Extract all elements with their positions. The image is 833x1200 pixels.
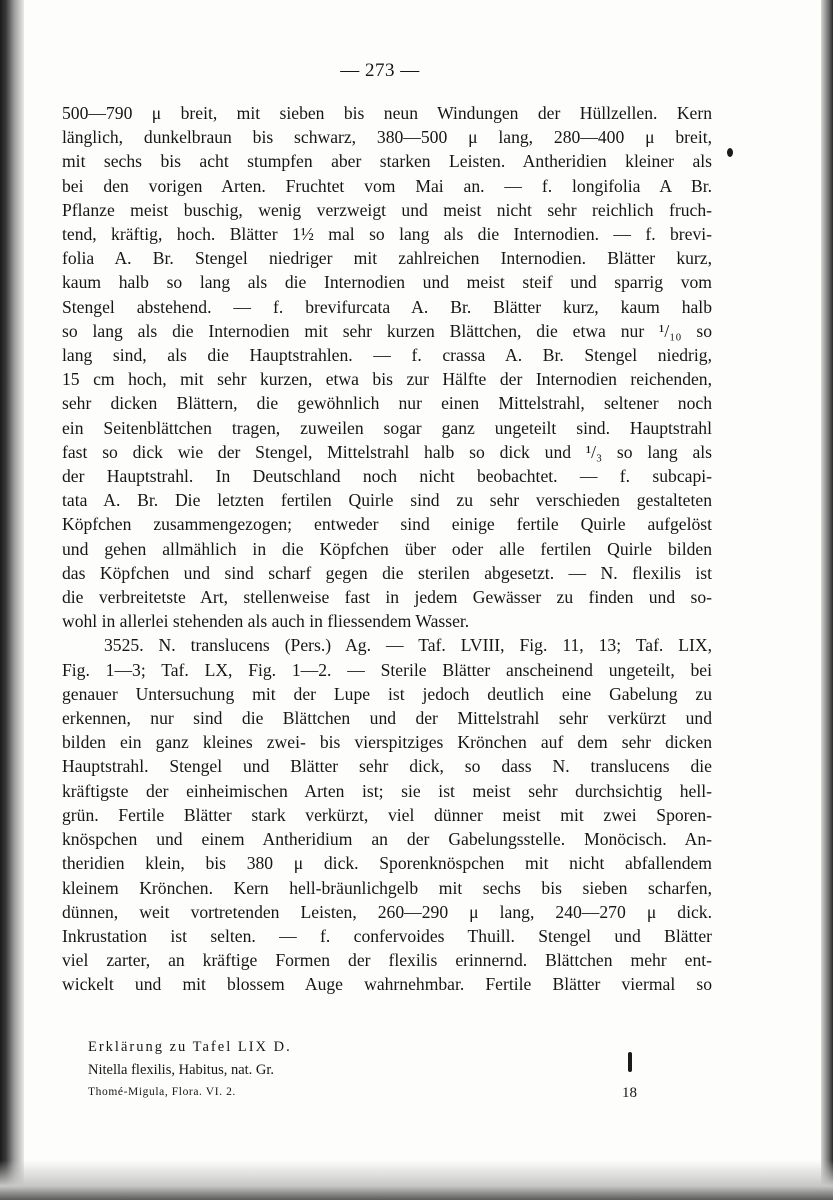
text-line: kaum halb so lang als die Internodien und meist steif und sparrig vom	[62, 272, 712, 293]
text-line: und gehen allmählich in die Köpfchen über oder alle fertilen Quirle bilden	[62, 538, 712, 559]
text-line: 15 cm hoch, mit sehr kurzen, etwa bis zur Hälfte der Internodien reichenden,	[62, 369, 712, 390]
text-line: erkennen, nur sind die Blättchen und der Mittelstrahl sehr verkürzt und	[62, 708, 712, 729]
text-line: Köpfchen zusammengezogen; entweder sind einige fertile Quirle aufgelöst	[62, 514, 712, 535]
text-line: wohl in allerlei stehenden als auch in fliessendem Wasser.	[62, 611, 470, 632]
text-line: Inkrustation ist selten. — f. confervoides Thuill. Stengel und Blätter	[62, 925, 712, 946]
text-line: tend, kräftig, hoch. Blätter 1½ mal so lang als die Internodien. — f. brevi-	[62, 224, 712, 245]
text-line: der Hauptstrahl. In Deutschland noch nicht beobachtet. — f. subcapi-	[62, 466, 712, 487]
text-line: 500—790 μ breit, mit sieben bis neun Windungen der Hüllzellen. Kern	[62, 103, 712, 123]
text-line: so lang als die Internodien mit sehr kurzen Blättchen, die etwa nur ¹/₁₀ so	[62, 320, 712, 341]
text-line: Pflanze meist buschig, wenig verzweigt und meist nicht sehr reichlich fruch-	[62, 199, 712, 220]
bottom-page-shadow	[0, 1160, 833, 1200]
right-page-edge	[821, 0, 833, 1200]
text-line: mit sechs bis acht stumpfen aber starken Leisten. Antheridien kleiner als	[62, 151, 712, 172]
text-line: fast so dick wie der Stengel, Mittelstrahl halb so dick und ¹/₃ so lang als	[62, 441, 712, 462]
page-number: — 273 —	[340, 60, 420, 81]
text-line: die verbreitetste Art, stellenweise fast in jedem Gewässer zu finden und so-	[62, 587, 712, 608]
printer-signature: Thomé-Migula, Flora. VI. 2.	[88, 1086, 236, 1098]
text-line: theridien klein, bis 380 μ dick. Sporenknöspchen mit nicht abfallendem	[62, 853, 712, 874]
text-line: knöspchen und einem Antheridium an der Gabelungsstelle. Monöcisch. An-	[62, 829, 712, 850]
text-line: wickelt und mit blossem Auge wahrnehmbar. Fertile Blätter viermal so	[62, 974, 712, 995]
caption-title: Erklärung zu Tafel LIX D.	[88, 1039, 292, 1055]
text-line: folia A. Br. Stengel niedriger mit zahlreichen Internodien. Blätter kurz,	[62, 248, 712, 269]
text-line: Hauptstrahl. Stengel und Blätter sehr dick, so dass N. translucens die	[62, 756, 712, 777]
text-line: viel zarter, an kräftige Formen der flexilis erinnernd. Blättchen mehr ent-	[62, 950, 712, 971]
caption-text: Nitella flexilis, Habitus, nat. Gr.	[88, 1062, 275, 1078]
left-page-edge	[0, 0, 24, 1200]
text-line: genauer Untersuchung mit der Lupe ist jedoch deutlich eine Gabelung zu	[62, 683, 712, 704]
text-line: lang sind, als die Hauptstrahlen. — f. crassa A. Br. Stengel niedrig,	[62, 345, 712, 366]
text-line: bilden ein ganz kleines zwei- bis vierspitziges Krönchen auf dem sehr dicken	[62, 732, 712, 753]
ink-spot	[727, 148, 733, 157]
text-line: kräftigste der einheimischen Arten ist; sie ist meist sehr durchsichtig hell-	[62, 780, 712, 801]
body-text	[62, 101, 712, 997]
plate-caption	[88, 1036, 648, 1082]
text-line: 3525. N. translucens (Pers.) Ag. — Taf. LVIII, Fig. 11, 13; Taf. LIX,	[104, 635, 712, 656]
text-line: Fig. 1—3; Taf. LX, Fig. 1—2. — Sterile Blätter anscheinend ungeteilt, bei	[62, 659, 712, 680]
text-line: kleinem Krönchen. Kern hell-bräunlichgelb mit sechs bis sieben scharfen,	[62, 877, 712, 898]
text-line: grün. Fertile Blätter stark verkürzt, viel dünner meist mit zwei Sporen-	[62, 804, 712, 825]
text-line: tata A. Br. Die letzten fertilen Quirle sind zu sehr verschieden gestalteten	[62, 490, 712, 511]
text-line: ein Seitenblättchen tragen, zuweilen sogar ganz ungeteilt sind. Hauptstrahl	[62, 417, 712, 438]
text-line: länglich, dunkelbraun bis schwarz, 380—500 μ lang, 280—400 μ breit,	[62, 127, 712, 148]
text-line: das Köpfchen und sind scharf gegen die sterilen abgesetzt. — N. flexilis ist	[62, 562, 712, 583]
text-line: sehr dicken Blättern, die gewöhnlich nur einen Mittelstrahl, seltener noch	[62, 393, 712, 414]
sheet-number: 18	[622, 1085, 637, 1101]
text-line: Stengel abstehend. — f. brevifurcata A. Br. Blätter kurz, kaum halb	[62, 296, 712, 317]
text-line: bei den vorigen Arten. Fruchtet vom Mai an. — f. longifolia A Br.	[62, 175, 712, 196]
text-line: dünnen, weit vortretenden Leisten, 260—290 μ lang, 240—270 μ dick.	[62, 901, 712, 922]
